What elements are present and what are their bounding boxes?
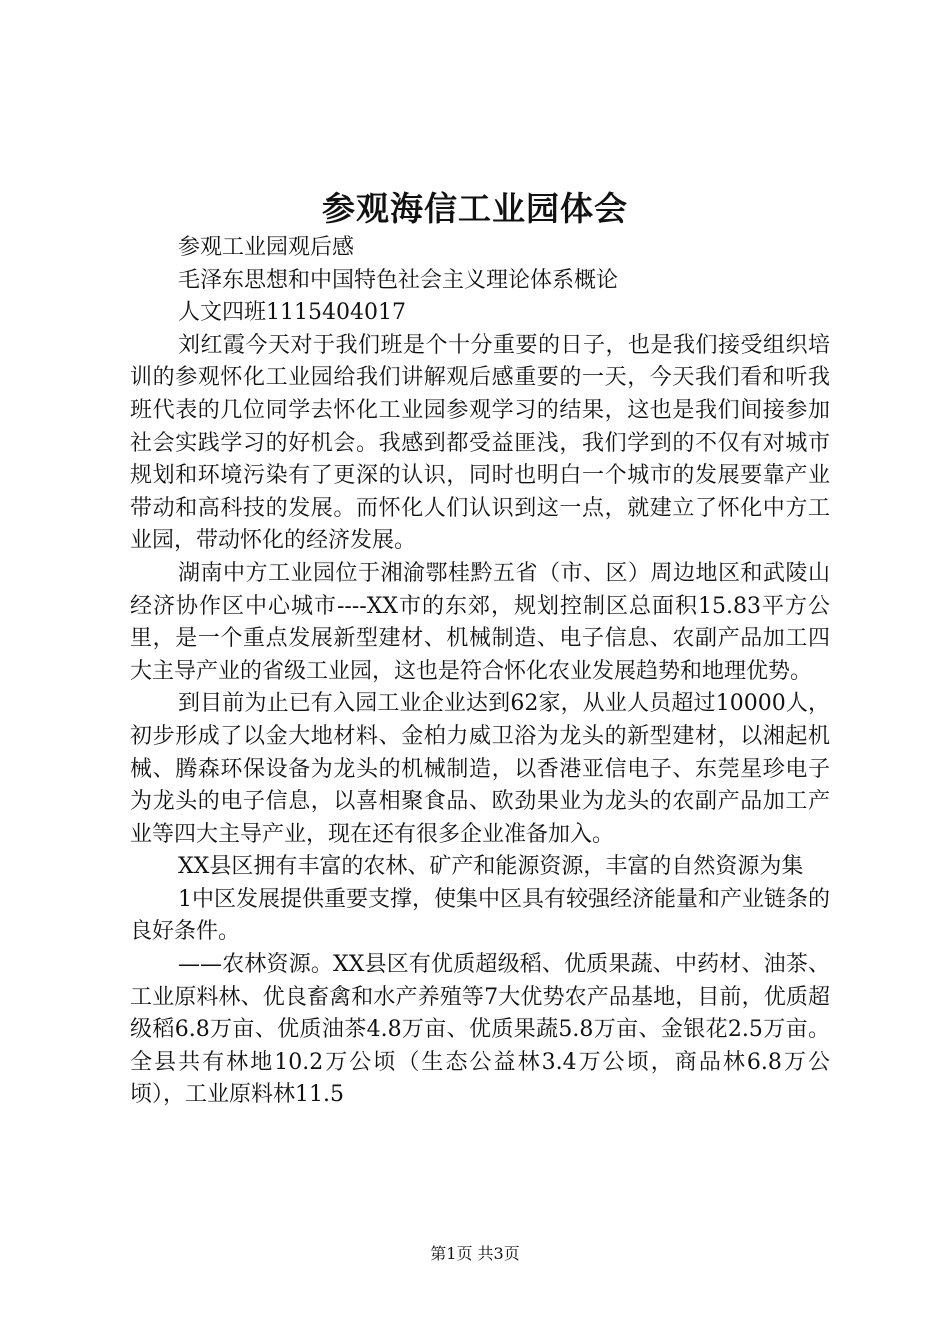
class-id-paragraph: 人文四班1115404017 bbox=[178, 300, 406, 326]
body-paragraph: 湖南中方工业园位于湘渝鄂桂黔五省（市、区）周边地区和武陵山经济协作区中心城市----XX市的东郊，规划控制区总面积15.83平方公里，是一个重点发展新型建材、机械制造、电子信息、农副产品加工四大主导产业的省级工业园，这也是符合怀化农业发展趋势和地理优势。 bbox=[130, 560, 830, 684]
body-paragraph: ——农林资源。XX县区有优质超级稻、优质果蔬、中药材、油茶、工业原料林、优良畜禽和水产养殖等7大优势农产品基地，目前，优质超级稻6.8万亩、优质油茶4.8万亩、优质果蔬5.8万亩、金银花2.5万亩。全县共有林地10.2万公顷（生态公益林3.4万公顷，商品林6.8万公顷），工业原料林11.5 bbox=[130, 952, 830, 1108]
body-paragraph: XX县区拥有丰富的农林、矿产和能源资源，丰富的自然资源为集 bbox=[178, 854, 804, 880]
document-body bbox=[130, 232, 830, 1112]
document-title: 参观海信工业园体会 bbox=[322, 189, 628, 228]
course-paragraph: 毛泽东思想和中国特色社会主义理论体系概论 bbox=[178, 267, 619, 293]
body-paragraph: 到目前为止已有入园工业企业达到62家，从业人员超过10000人，初步形成了以金大地材料、金柏力威卫浴为龙头的新型建材，以湘起机械、腾森环保设备为龙头的机械制造，以香港亚信电子、东莞星珍电子为龙头的电子信息，以喜相聚食品、欧劲果业为龙头的农副产品加工产业等四大主导产业，现在还有很多企业准备加入。 bbox=[130, 691, 830, 847]
subtitle-paragraph: 参观工业园观后感 bbox=[178, 235, 355, 260]
body-paragraph: 刘红霞今天对于我们班是个十分重要的日子，也是我们接受组织培训的参观怀化工业园给我们讲解观后感重要的一天，今天我们看和听我班代表的几位同学去怀化工业园参观学习的结果，这也是我们间接参加社会实践学习的好机会。我感到都受益匪浅，我们学到的不仅有对城市规划和环境污染有了更深的认识，同时也明白一个城市的发展要靠产业带动和高科技的发展。而怀化人们认识到这一点，就建立了怀化中方工业园，带动怀化的经济发展。 bbox=[130, 332, 830, 554]
page-footer: 第1页 共3页 bbox=[430, 1244, 520, 1263]
body-paragraph: 1中区发展提供重要支撑，使集中区具有较强经济能量和产业链条的良好条件。 bbox=[130, 886, 830, 945]
